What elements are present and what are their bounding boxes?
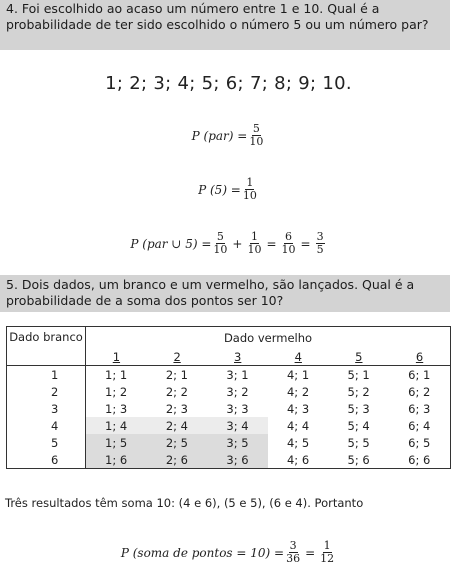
row-label: 5	[7, 434, 86, 451]
corner-header: Dado branco	[7, 327, 86, 366]
table-cell: 5; 3	[347, 401, 370, 416]
table-cell: 1; 6	[86, 451, 147, 469]
question-4-text: 4. Foi escolhido ao acaso um número entre 1 e 10. Qual é a probabilidade de ter sido escolhido o número 5 ou um número par?	[6, 1, 429, 32]
table-cell: 6; 1	[408, 367, 431, 382]
formula-lhs: P (par ∪ 5) =	[130, 236, 212, 251]
denominator: 12	[320, 552, 335, 565]
column-header: 6	[389, 349, 450, 366]
table-cell: 2; 5	[147, 434, 208, 451]
dice-outcomes-table	[6, 326, 451, 469]
numerator: 3	[289, 539, 297, 552]
table-cell: 1; 2	[105, 384, 128, 399]
table-cell: 3; 5	[207, 434, 268, 451]
column-header: 4	[268, 349, 329, 366]
denominator: 5	[316, 243, 324, 256]
numerator: 6	[285, 230, 293, 243]
table-cell: 4; 3	[286, 401, 310, 416]
column-header: 3	[207, 349, 268, 366]
denominator: 10	[281, 243, 296, 256]
fraction	[247, 231, 261, 256]
equals-sign: =	[305, 545, 316, 560]
numerator: 5	[216, 230, 224, 243]
formula-lhs: P (par) =	[191, 128, 248, 143]
row-label: 6	[7, 451, 86, 469]
row-label: 2	[7, 383, 86, 400]
table-cell: 4; 5	[286, 435, 310, 450]
table-cell: 1; 4	[86, 417, 147, 434]
table-cell: 3; 4	[207, 417, 268, 434]
denominator: 10	[213, 243, 228, 256]
numerator: 1	[323, 539, 331, 552]
question-5	[0, 275, 450, 312]
table-row	[7, 451, 451, 469]
column-header: 1	[86, 349, 147, 366]
table-cell: 6; 6	[408, 452, 431, 467]
table-cell: 3; 1	[226, 367, 249, 382]
formula-p-soma	[0, 540, 457, 565]
number-sequence: 1; 2; 3; 4; 5; 6; 7; 8; 9; 10.	[105, 73, 352, 94]
table-cell: 2; 6	[147, 451, 208, 469]
table-cell: 5; 5	[347, 435, 370, 450]
denominator: 10	[249, 135, 264, 148]
table-cell: 5; 1	[347, 367, 370, 382]
table-cell: 4; 2	[286, 384, 310, 399]
fraction	[243, 177, 257, 202]
fraction	[286, 540, 300, 565]
denominator: 36	[286, 552, 301, 565]
row-label: 1	[7, 366, 86, 384]
numerator: 5	[252, 122, 260, 135]
equals-sign: =	[300, 236, 311, 251]
column-header: 2	[147, 349, 208, 366]
numerator: 3	[316, 230, 324, 243]
table-cell: 6; 4	[408, 418, 431, 433]
table-row	[7, 417, 451, 434]
table-cell: 3; 3	[226, 401, 249, 416]
table-cell: 1; 5	[86, 434, 147, 451]
table-row	[7, 400, 451, 417]
fraction	[213, 231, 227, 256]
plus-sign: +	[232, 236, 243, 251]
fraction	[316, 231, 325, 256]
table-cell: 2; 3	[165, 401, 188, 416]
table-cell: 2; 2	[165, 384, 188, 399]
table-cell: 5; 2	[347, 384, 370, 399]
formula-p-union	[0, 231, 457, 256]
denominator: 10	[247, 243, 262, 256]
equals-sign: =	[266, 236, 277, 251]
numerator: 1	[246, 176, 254, 189]
denominator: 10	[242, 189, 257, 202]
fraction	[282, 231, 296, 256]
table-cell: 1; 1	[105, 367, 128, 382]
table-cell: 5; 6	[347, 452, 370, 467]
table-cell: 3; 6	[207, 451, 268, 469]
table-cell: 6; 2	[408, 384, 431, 399]
row-label: 4	[7, 417, 86, 434]
formula-p-par	[0, 123, 457, 148]
table-cell: 4; 6	[286, 452, 310, 467]
footer-text: Três resultados têm soma 10: (4 e 6), (5 e 5), (6 e 4). Portanto	[5, 496, 364, 510]
table-row	[7, 383, 451, 400]
formula-lhs: P (5) =	[198, 182, 241, 197]
table-row	[7, 366, 451, 384]
row-label: 3	[7, 400, 86, 417]
red-die-header: Dado vermelho	[223, 331, 313, 345]
question-4	[0, 0, 450, 50]
table-cell: 5; 4	[347, 418, 370, 433]
table-cell: 2; 1	[165, 367, 188, 382]
question-5-text: 5. Dois dados, um branco e um vermelho, são lançados. Qual é a probabilidade de a soma dos pontos ser 10?	[6, 277, 415, 308]
numerator: 1	[250, 230, 258, 243]
table-cell: 6; 3	[408, 401, 431, 416]
formula-p-5	[0, 177, 457, 202]
fraction	[249, 123, 263, 148]
table-cell: 6; 5	[408, 435, 431, 450]
fraction	[320, 540, 334, 565]
formula-lhs: P (soma de pontos = 10) =	[120, 545, 285, 560]
column-header: 5	[329, 349, 390, 366]
table-cell: 2; 4	[147, 417, 208, 434]
table-cell: 3; 2	[226, 384, 249, 399]
table-cell: 4; 4	[286, 418, 310, 433]
table-row	[7, 434, 451, 451]
table-cell: 1; 3	[105, 401, 128, 416]
table-cell: 4; 1	[286, 367, 310, 382]
